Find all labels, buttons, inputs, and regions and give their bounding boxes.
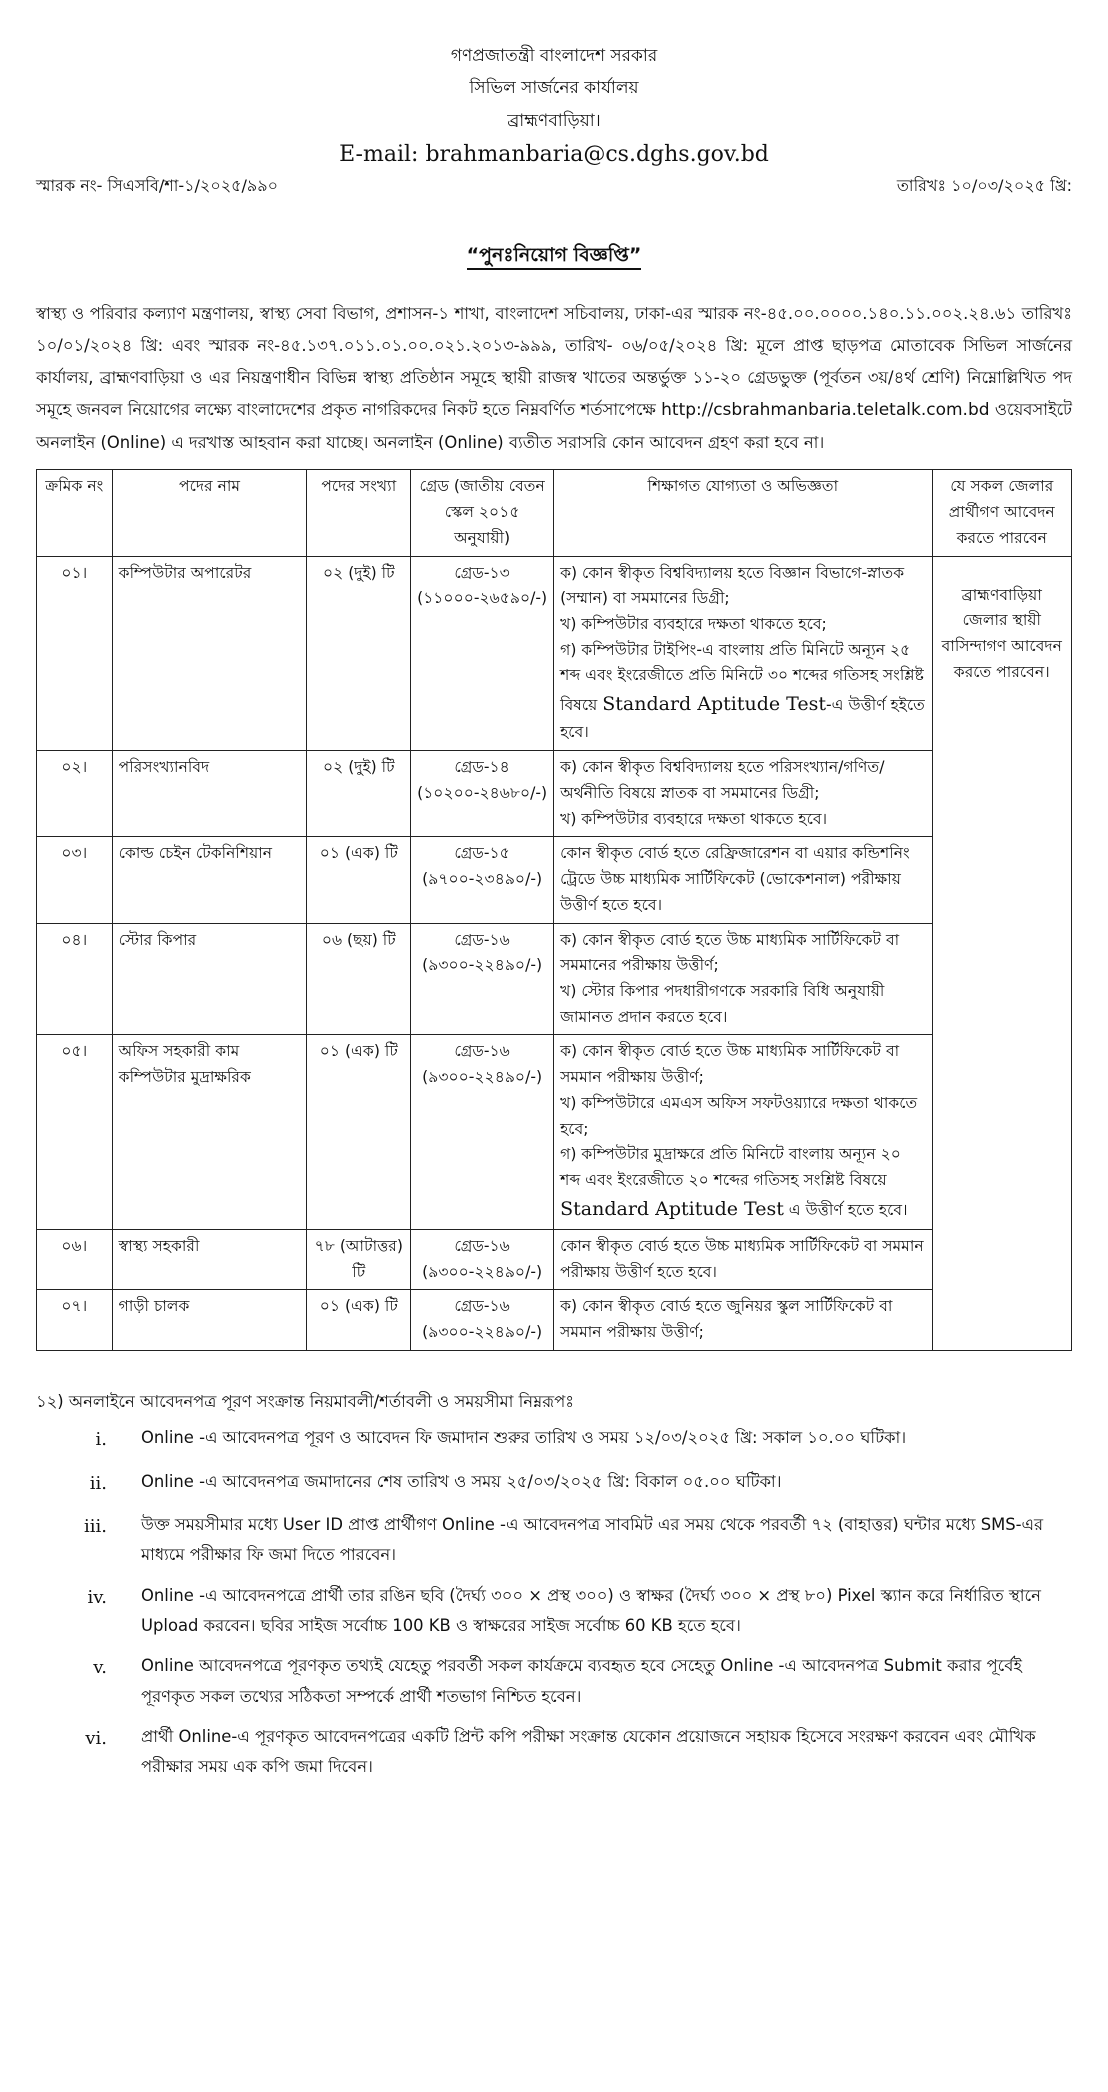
list-item (36, 1651, 1072, 1712)
table-row (37, 751, 1072, 837)
office-email: E-mail: brahmanbaria@cs.dghs.gov.bd (339, 141, 769, 167)
aptitude-test-label: Standard Aptitude Test (560, 1197, 784, 1220)
district-eligibility-text: ব্রাহ্মণবাড়িয়া জেলার স্থায়ী বাসিন্দাগণ আবেদন করতে পারবেন। (941, 585, 1062, 681)
qualification-line: ক) কোন স্বীকৃত বোর্ড হতে উচ্চ মাধ্যমিক সার্টিফিকেট বা সমমানের পরীক্ষায় উত্তীর্ণ; (560, 930, 900, 975)
list-item (36, 1467, 1072, 1500)
qualification-text: গ) কম্পিউটার টাইপিং-এ বাংলায় প্রতি মিনিটে অন্যূন ২৫ শব্দ এবং ইংরেজীতে প্রতি মিনিটে ৩০ শব্দের গতিসহ সংশ্লিষ্ট বিষয়ে (560, 640, 924, 715)
qualification-line: খ) কম্পিউটার ব্যবহারে দক্ষতা থাকতে হবে; (560, 614, 827, 633)
qualification-line: খ) কম্পিউটারে এমএস অফিস সফটওয়্যারে দক্ষতা থাকতে হবে; (560, 1093, 918, 1138)
row-serial: ০৫। (37, 1035, 113, 1230)
row-serial: ০৪। (37, 923, 113, 1035)
rules-heading: ১২) অনলাইনে আবেদনপত্র পূরণ সংক্রান্ত নিয়মাবলী/শর্তাবলী ও সময়সীমা নিম্নরূপঃ (36, 1391, 574, 1411)
row-post: গাড়ী চালক (112, 1290, 307, 1350)
row-grade: গ্রেড-১৩ (১১০০০-২৬৫৯০/-) (411, 556, 554, 751)
rule-text: Online -এ আবেদনপত্রে প্রার্থী তার রঙিন ছবি (দৈর্ঘ্য ৩০০ × প্রস্থ ৩০০) ও স্বাক্ষর (দৈর্ঘ্য ৩০০ × প্রস্থ ৮০) Pixel স্ক্যান করে নির্ধারিত স্থানে Upload করবেন। ছবির সাইজ সর্বোচ্চ 100 KB ও স্বাক্ষরের সাইজ সর্বোচ্চ 60 KB হতে হবে। (141, 1585, 1041, 1635)
row-qualification (554, 923, 932, 1035)
row-grade: গ্রেড-১৫ (৯৭০০-২৩৪৯০/-) (411, 837, 554, 923)
reference-row (36, 174, 1072, 199)
list-item (36, 1423, 1072, 1456)
online-application-rules (36, 1387, 1072, 1783)
row-count: ০২ (দুই) টি (307, 556, 411, 751)
table-row (37, 1290, 1072, 1350)
row-qualification (554, 556, 932, 751)
rule-number: ii. (89, 1472, 107, 1494)
header-qualification: শিক্ষাগত যোগ্যতা ও অভিজ্ঞতা (554, 470, 932, 556)
vacancy-table (36, 469, 1072, 1351)
qualification-line: কোন স্বীকৃত বোর্ড হতে রেফ্রিজারেশন বা এয়ার কন্ডিশনিং ট্রেডে উচ্চ মাধ্যমিক সার্টিফিকেট (ভোকেশনাল) পরীক্ষায় উত্তীর্ণ হতে হবে। (560, 844, 910, 914)
qualification-text: এ উত্তীর্ণ হতে হবে। (783, 1200, 908, 1219)
rule-text: Online -এ আবেদনপত্র জমাদানের শেষ তারিখ ও সময় ২৫/০৩/২০২৫ খ্রি: বিকাল ০৫.০০ ঘটিকা। (141, 1471, 782, 1491)
qualification-line: ক) কোন স্বীকৃত বোর্ড হতে উচ্চ মাধ্যমিক সার্টিফিকেট বা সমমান পরীক্ষায় উত্তীর্ণ; (560, 1042, 900, 1087)
aptitude-test-label: Standard Aptitude Test (602, 693, 826, 716)
list-item (36, 1510, 1072, 1571)
table-row (37, 923, 1072, 1035)
row-grade: গ্রেড-১৬ (৯৩০০-২২৪৯০/-) (411, 923, 554, 1035)
rule-text: প্রার্থী Online-এ পূরণকৃত আবেদনপত্রের একটি প্রিন্ট কপি পরীক্ষা সংক্রান্ত যেকোন প্রয়োজনে সহায়ক হিসেবে সংরক্ষণ করবেন এবং মৌখিক পরীক্ষার সময় এক কপি জমা দিবেন। (141, 1726, 1036, 1777)
rule-number: vi. (85, 1727, 107, 1749)
office-location: ব্রাহ্মণবাড়িয়া। (507, 110, 601, 131)
qualification-line: ক) কোন স্বীকৃত বোর্ড হতে জুনিয়র স্কুল সার্টিফিকেট বা সমমান পরীক্ষায় উত্তীর্ণ; (560, 1297, 893, 1342)
memo-date: তারিখঃ ১০/০৩/২০২৫ খ্রি: (896, 176, 1072, 196)
office-name: সিভিল সার্জনের কার্যালয় (469, 78, 639, 99)
row-post: স্টোর কিপার (112, 923, 307, 1035)
row-qualification (554, 1290, 932, 1350)
row-count: ০১ (এক) টি (307, 1290, 411, 1350)
notice-title-text: “পুনঃনিয়োগ বিজ্ঞপ্তি” (467, 244, 642, 270)
website-url: http://csbrahmanbaria.teletalk.com.bd (661, 400, 990, 421)
row-serial: ০৬। (37, 1230, 113, 1290)
row-grade: গ্রেড-১৬ (৯৩০০-২২৪৯০/-) (411, 1035, 554, 1230)
rule-number: v. (93, 1657, 107, 1679)
qualification-text: গ) কম্পিউটার মুদ্রাক্ষরে প্রতি মিনিটে বাংলায় অন্যূন ২০ শব্দ এবং ইংরেজীতে ২০ শব্দের গতিসহ সংশ্লিষ্ট বিষয়ে (560, 1145, 901, 1189)
qualification-line: ক) কোন স্বীকৃত বিশ্ববিদ্যালয় হতে পরিসংখ্যান/গণিত/অর্থনীতি বিষয়ে স্নাতক বা সমমানের ডিগ্রী; (560, 758, 885, 802)
row-count: ০১ (এক) টি (307, 1035, 411, 1230)
govt-name: গণপ্রজাতন্ত্রী বাংলাদেশ সরকার (450, 46, 658, 66)
qualification-line: খ) স্টোর কিপার পদধারীগণকে সরকারি বিধি অনুযায়ী জামানত প্রদান করতে হবে। (560, 981, 885, 1026)
table-header-row (37, 470, 1072, 556)
row-qualification (554, 751, 932, 837)
table-row (37, 556, 1072, 751)
row-qualification (554, 1035, 932, 1230)
letterhead (36, 40, 1072, 172)
row-count: ০৬ (ছয়) টি (307, 923, 411, 1035)
qualification-line (560, 638, 925, 747)
rule-number: iii. (84, 1515, 107, 1537)
intro-paragraph (36, 298, 1072, 459)
row-post: অফিস সহকারী কাম কম্পিউটার মুদ্রাক্ষরিক (112, 1035, 307, 1230)
table-row (37, 837, 1072, 923)
rule-text: Online -এ আবেদনপত্র পূরণ ও আবেদন ফি জমাদান শুরুর তারিখ ও সময় ১২/০৩/২০২৫ খ্রি: সকাল ১০.০০ ঘটিকা। (141, 1428, 907, 1448)
row-post: কম্পিউটার অপারেটর (112, 556, 307, 751)
qualification-line: কোন স্বীকৃত বোর্ড হতে উচ্চ মাধ্যমিক সার্টিফিকেট বা সমমান পরীক্ষায় উত্তীর্ণ হতে হবে। (560, 1237, 924, 1281)
rule-text: Online আবেদনপত্রে পূরণকৃত তথ্যই যেহেতু পরবর্তী সকল কার্যক্রমে ব্যবহৃত হবে সেহেতু Online -এ আবেদনপত্র Submit করার পূর্বেই পূরণকৃত সকল তথ্যের সঠিকতা সম্পর্কে প্রার্থী শতভাগ নিশ্চিত হবেন। (141, 1656, 1022, 1706)
rule-number: i. (95, 1429, 107, 1451)
row-qualification (554, 837, 932, 923)
row-serial: ০৭। (37, 1290, 113, 1350)
qualification-line: ক) কোন স্বীকৃত বিশ্ববিদ্যালয় হতে বিজ্ঞান বিভাগে-স্নাতক (সম্মান) বা সমমানের ডিগ্রী; (560, 563, 905, 608)
district-eligibility (932, 556, 1071, 1350)
row-grade: গ্রেড-১৬ (৯৩০০-২২৪৯০/-) (411, 1230, 554, 1290)
header-serial: ক্রমিক নং (37, 470, 113, 556)
rule-text: উক্ত সময়সীমার মধ্যে User ID প্রাপ্ত প্রার্থীগণ Online -এ আবেদনপত্র সাবমিট এর সময় থেকে পরবর্তী ৭২ (বাহাত্তর) ঘন্টার মধ্যে SMS-এর মাধ্যমে পরীক্ষার ফি জমা দিতে পারবেন। (141, 1514, 1044, 1565)
memo-number: স্মারক নং- সিএসবি/শা-১/২০২৫/৯৯০ (36, 176, 279, 196)
row-serial: ০১। (37, 556, 113, 751)
qualification-line: খ) কম্পিউটার ব্যবহারে দক্ষতা থাকতে হবে। (560, 809, 828, 828)
list-item (36, 1722, 1072, 1783)
header-post: পদের নাম (112, 470, 307, 556)
notice-title (36, 241, 1072, 270)
row-count: ০২ (দুই) টি (307, 751, 411, 837)
row-grade: গ্রেড-১৪ (১০২০০-২৪৬৮০/-) (411, 751, 554, 837)
row-count: ৭৮ (আটাত্তর) টি (307, 1230, 411, 1290)
header-grade: গ্রেড (জাতীয় বেতন স্কেল ২০১৫ অনুযায়ী) (411, 470, 554, 556)
header-district: যে সকল জেলার প্রার্থীগণ আবেদন করতে পারবেন (932, 470, 1071, 556)
qualification-line (560, 1142, 925, 1225)
rule-number: iv. (87, 1586, 107, 1608)
table-row (37, 1035, 1072, 1230)
row-post: কোল্ড চেইন টেকনিশিয়ান (112, 837, 307, 923)
table-row (37, 1230, 1072, 1290)
header-count: পদের সংখ্যা (307, 470, 411, 556)
intro-text-2: ওয়েবসাইটে অনলাইন (Online) এ দরখাস্ত আহবান করা যাচ্ছে। অনলাইন (Online) ব্যতীত সরাসরি কোন আবেদন গ্রহণ করা হবে না। (36, 400, 1072, 453)
row-qualification (554, 1230, 932, 1290)
row-post: স্বাস্থ্য সহকারী (112, 1230, 307, 1290)
row-post: পরিসংখ্যানবিদ (112, 751, 307, 837)
row-count: ০১ (এক) টি (307, 837, 411, 923)
row-grade: গ্রেড-১৬ (৯৩০০-২২৪৯০/-) (411, 1290, 554, 1350)
intro-text-1: স্বাস্থ্য ও পরিবার কল্যাণ মন্ত্রণালয়, স্বাস্থ্য সেবা বিভাগ, প্রশাসন-১ শাখা, বাংলাদেশ সচিবালয়, ঢাকা-এর স্মারক নং-৪৫.০০.০০০০.১৪০.১১.০০২.২৪.৬১ তারিখঃ ১০/০১/২০২৪ খ্রি: এবং স্মারক নং-৪৫.১৩৭.০১১.০১.০০.০২১.২০১৩-৯৯৯, তারিখ- ০৬/০৫/২০২৪ খ্রি: মূলে প্রাপ্ত ছাড়পত্র মোতাবেক সিভিল সার্জনের কার্যালয়, ব্রাহ্মণবাড়িয়া ও এর নিয়ন্ত্রণাধীন বিভিন্ন স্বাস্থ্য প্রতিষ্ঠান সমূহে স্থায়ী রাজস্ব খাতের অন্তর্ভুক্ত ১১-২০ গ্রেডভুক্ত (পূর্বতন ৩য়/৪র্থ শ্রেণি) নিম্নোল্লিখিত পদ সমূহে জনবল নিয়োগের লক্ষ্যে বাংলাদেশের প্রকৃত নাগরিকদের নিকট হতে নিম্নবর্ণিত শর্তসাপেক্ষে (36, 304, 1072, 420)
qualification-text: -এ উত্তীর্ণ হইতে হবে। (560, 696, 925, 742)
row-serial: ০৩। (37, 837, 113, 923)
row-serial: ০২। (37, 751, 113, 837)
list-item (36, 1581, 1072, 1642)
rules-list (36, 1423, 1072, 1782)
